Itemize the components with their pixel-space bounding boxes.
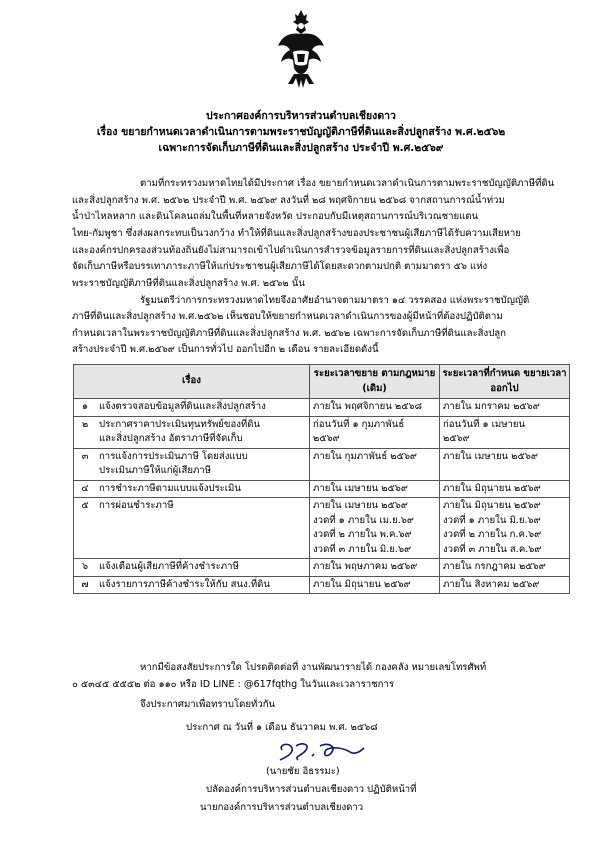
cell-line: ภายใน สิงหาคม ๒๕๖๙ <box>443 578 540 590</box>
cell-line: ภายใน เมษายน ๒๕๖๙ <box>443 450 538 462</box>
column-header-old-deadline: ระยะเวลาขยาย ตามกฎหมาย (เดิม) <box>310 365 440 399</box>
cell-line: ประกาศราคาประเมินทุนทรัพย์ของที่ดิน <box>99 418 261 430</box>
paragraph-line: และสิ่งปลูกสร้าง พ.ศ. ๒๕๖๒ ประจำปี พ.ศ. ๒๕๖๙ ลงวันที่ ๒๘ พฤศจิกายน ๒๕๖๘ จากสถานการณ์น้ำท่วม <box>72 195 505 206</box>
signer-name: (นายชัย อิธรรมะ) <box>266 766 340 777</box>
cell-line: การผ่อนชำระภาษี <box>99 500 174 511</box>
cell-line: การแจ้งการประเมินภาษี โดยส่งแบบ <box>99 450 248 462</box>
cell-line: ภายใน มิถุนายน ๒๕๖๙ <box>313 578 411 590</box>
row-old-deadline <box>310 448 440 480</box>
row-old-deadline <box>310 576 440 594</box>
table-row <box>74 416 570 448</box>
cell-line: ภายใน เมษายน ๒๕๖๙ <box>313 482 408 494</box>
paragraph-line: กำหนดเวลาในพระราชบัญญัติภาษีที่ดินและสิ่งปลูกสร้าง พ.ศ. ๒๕๖๒ เฉพาะการจัดเก็บภาษีที่ดินและสิ่งปลูก <box>72 328 506 339</box>
row-topic <box>96 416 310 448</box>
row-number: ๑ <box>74 399 97 417</box>
cell-line: และสิ่งปลูกสร้าง อัตราภาษีที่จัดเก็บ <box>99 433 243 444</box>
paragraph-line: และองค์กรปกครองส่วนท้องถิ่นยังไม่สามารถเข้าไปดำเนินการสำรวจข้อมูลรายการที่ดินและสิ่งปลูกสร้างเพื่อ <box>72 245 510 256</box>
announcement-title: ประกาศองค์การบริหารส่วนตำบลเชียงดาว <box>206 110 396 122</box>
row-topic <box>96 480 310 498</box>
handwritten-signature <box>276 738 366 764</box>
announcement-subject: เรื่อง ขยายกำหนดเวลาดำเนินการตามพระราชบัญญัติภาษีที่ดินและสิ่งปลูกสร้าง พ.ศ.๒๕๖๒ <box>96 126 506 138</box>
paragraph-line: หากมีข้อสงสัยประการใด โปรดติดต่อที่ งานพัฒนารายได้ กองคลัง หมายเลขโทรศัพท์ <box>140 662 487 673</box>
table-row <box>74 448 570 480</box>
cell-line: งวดที่ ๒ ภายใน ก.ค.๖๙ <box>443 529 542 540</box>
cell-line: ก่อนวันที่ ๑ เมษายน <box>443 418 526 430</box>
row-new-deadline <box>440 480 570 498</box>
table-row <box>74 559 570 577</box>
paragraph-line: จัดเก็บภาษีหรือบรรเทาภาระภาษีให้แก่ประชาชนผู้เสียภาษีได้โดยสะดวกตามปกติ ตามมาตรา ๕๖ แห่ง <box>72 261 488 272</box>
cell-line: ภายใน พฤศจิกายน ๒๕๖๘ <box>313 401 422 412</box>
cell-line: แจ้งรายการภาษีค้างชำระให้กับ สนง.ที่ดิน <box>99 578 270 590</box>
row-old-deadline <box>310 416 440 448</box>
cell-line: ภายใน กุมภาพันธ์ ๒๕๖๙ <box>313 450 417 462</box>
cell-line: ๒๕๖๙ <box>443 433 470 444</box>
row-old-deadline <box>310 399 440 417</box>
row-topic <box>96 498 310 559</box>
paragraph-line: ไทย-กัมพูชา ซึ่งส่งผลกระทบเป็นวงกว้าง ทำให้ที่ดินและสิ่งปลูกสร้างของประชาชนผู้เสียภาษีได้รับความเสียหาย <box>72 228 521 239</box>
row-number: ๓ <box>74 448 97 480</box>
garuda-emblem-icon <box>276 8 326 92</box>
cell-line: ๒๕๖๙ <box>313 433 340 444</box>
cell-line: ภายใน พฤษภาคม ๒๕๖๙ <box>313 561 418 572</box>
table-row <box>74 498 570 559</box>
cell-line: งวดที่ ๒ ภายใน พ.ค.๖๙ <box>313 529 412 540</box>
cell-line: ภายใน กรกฎาคม ๒๕๖๙ <box>443 561 546 572</box>
cell-line: แจ้งตรวจสอบข้อมูลที่ดินและสิ่งปลูกสร้าง <box>99 401 266 412</box>
row-number: ๕ <box>74 498 97 559</box>
table-header-row <box>74 365 570 399</box>
cell-line: ภายใน เมษายน ๒๕๖๙ <box>313 500 408 511</box>
column-header-topic: เรื่อง <box>74 365 310 399</box>
closing-line: จึงประกาศมาเพื่อทราบโดยทั่วกัน <box>140 699 276 710</box>
table-row <box>74 480 570 498</box>
cell-line: งวดที่ ๓ ภายใน มิ.ย.๖๙ <box>313 543 412 555</box>
paragraph-line: ๐ ๕๓๔๕ ๕๕๕๒ ต่อ ๑๑๐ หรือ ID LINE : @617fqthg ในวันและเวลาราชการ <box>72 679 394 690</box>
cell-line: งวดที่ ๑ ภายใน มิ.ย.๖๙ <box>443 514 541 526</box>
row-old-deadline <box>310 480 440 498</box>
row-old-deadline <box>310 559 440 577</box>
row-new-deadline <box>440 448 570 480</box>
cell-line: ภายใน มกราคม ๒๕๖๙ <box>443 401 540 412</box>
column-header-new-deadline: ระยะเวลาที่กำหนด ขยายเวลาออกไป <box>440 365 570 399</box>
cell-line: ภายใน มิถุนายน ๒๕๖๙ <box>443 500 541 511</box>
cell-line: ประเมินภาษีให้แก่ผู้เสียภาษี <box>99 465 212 476</box>
schedule-table <box>73 364 570 594</box>
paragraph-line: ภาษีที่ดินและสิ่งปลูกสร้าง พ.ศ.๒๕๖๒ เห็นชอบให้ขยายกำหนดเวลาดำเนินการของผู้มีหน้าที่ต้องปฏิบัติตาม <box>72 311 503 322</box>
cell-line: แจ้งเตือนผู้เสียภาษีที่ค้างชำระภาษี <box>99 561 239 572</box>
paragraph-line: น้ำป่าไหลหลาก และดินโคลนถล่มในพื้นที่หลายจังหวัด ประกอบกับมีเหตุสถานการณ์บริเวณชายแดน <box>72 211 479 222</box>
row-topic <box>96 559 310 577</box>
signer-position-acting: นายกองค์การบริหารส่วนตำบลเชียงดาว <box>200 802 364 813</box>
signer-position: ปลัดองค์การบริหารส่วนตำบลเชียงดาว ปฏิบัติหน้าที่ <box>206 784 417 795</box>
cell-line: ภายใน มิถุนายน ๒๕๖๙ <box>443 482 541 494</box>
announcement-subject-continued: เฉพาะการจัดเก็บภาษีที่ดินและสิ่งปลูกสร้าง ประจำปี พ.ศ.๒๕๖๙ <box>158 142 444 154</box>
row-topic <box>96 399 310 417</box>
row-new-deadline <box>440 559 570 577</box>
row-number: ๗ <box>74 576 97 594</box>
paragraph-line: ตามที่กระทรวงมหาดไทยได้มีประกาศ เรื่อง ขยายกำหนดเวลาดำเนินการตามพระราชบัญญัติภาษีที่ดิน <box>140 178 555 189</box>
paragraph-line: รัฐมนตรีว่าการกระทรวงมหาดไทยจึงอาศัยอำนาจตามมาตรา ๑๔ วรรคสอง แห่งพระราชบัญญัติ <box>140 295 530 306</box>
row-number: ๖ <box>74 559 97 577</box>
row-number: ๒ <box>74 416 97 448</box>
cell-line: งวดที่ ๑ ภายใน เม.ย.๖๙ <box>313 514 414 526</box>
announcement-date: ประกาศ ณ วันที่ ๑ เดือน ธันวาคม พ.ศ. ๒๕๖๘ <box>186 722 378 733</box>
row-topic <box>96 576 310 594</box>
table-row <box>74 399 570 417</box>
row-number: ๔ <box>74 480 97 498</box>
row-old-deadline <box>310 498 440 559</box>
paragraph-line: สร้างประจำปี พ.ศ.๒๕๖๙ เป็นการทั่วไป ออกไปอีก ๒ เดือน รายละเอียดดังนี้ <box>72 344 379 355</box>
row-new-deadline <box>440 399 570 417</box>
cell-line: งวดที่ ๓ ภายใน ส.ค.๖๙ <box>443 543 542 555</box>
row-new-deadline <box>440 576 570 594</box>
row-new-deadline <box>440 416 570 448</box>
cell-line: ก่อนวันที่ ๑ กุมภาพันธ์ <box>313 418 405 430</box>
row-new-deadline <box>440 498 570 559</box>
paragraph-line: พระราชบัญญัติภาษีที่ดินและสิ่งปลูกสร้าง พ.ศ. ๒๕๖๒ นั้น <box>72 278 305 289</box>
cell-line: การชำระภาษีตามแบบแจ้งประเมิน <box>99 482 241 494</box>
table-row <box>74 576 570 594</box>
row-topic <box>96 448 310 480</box>
